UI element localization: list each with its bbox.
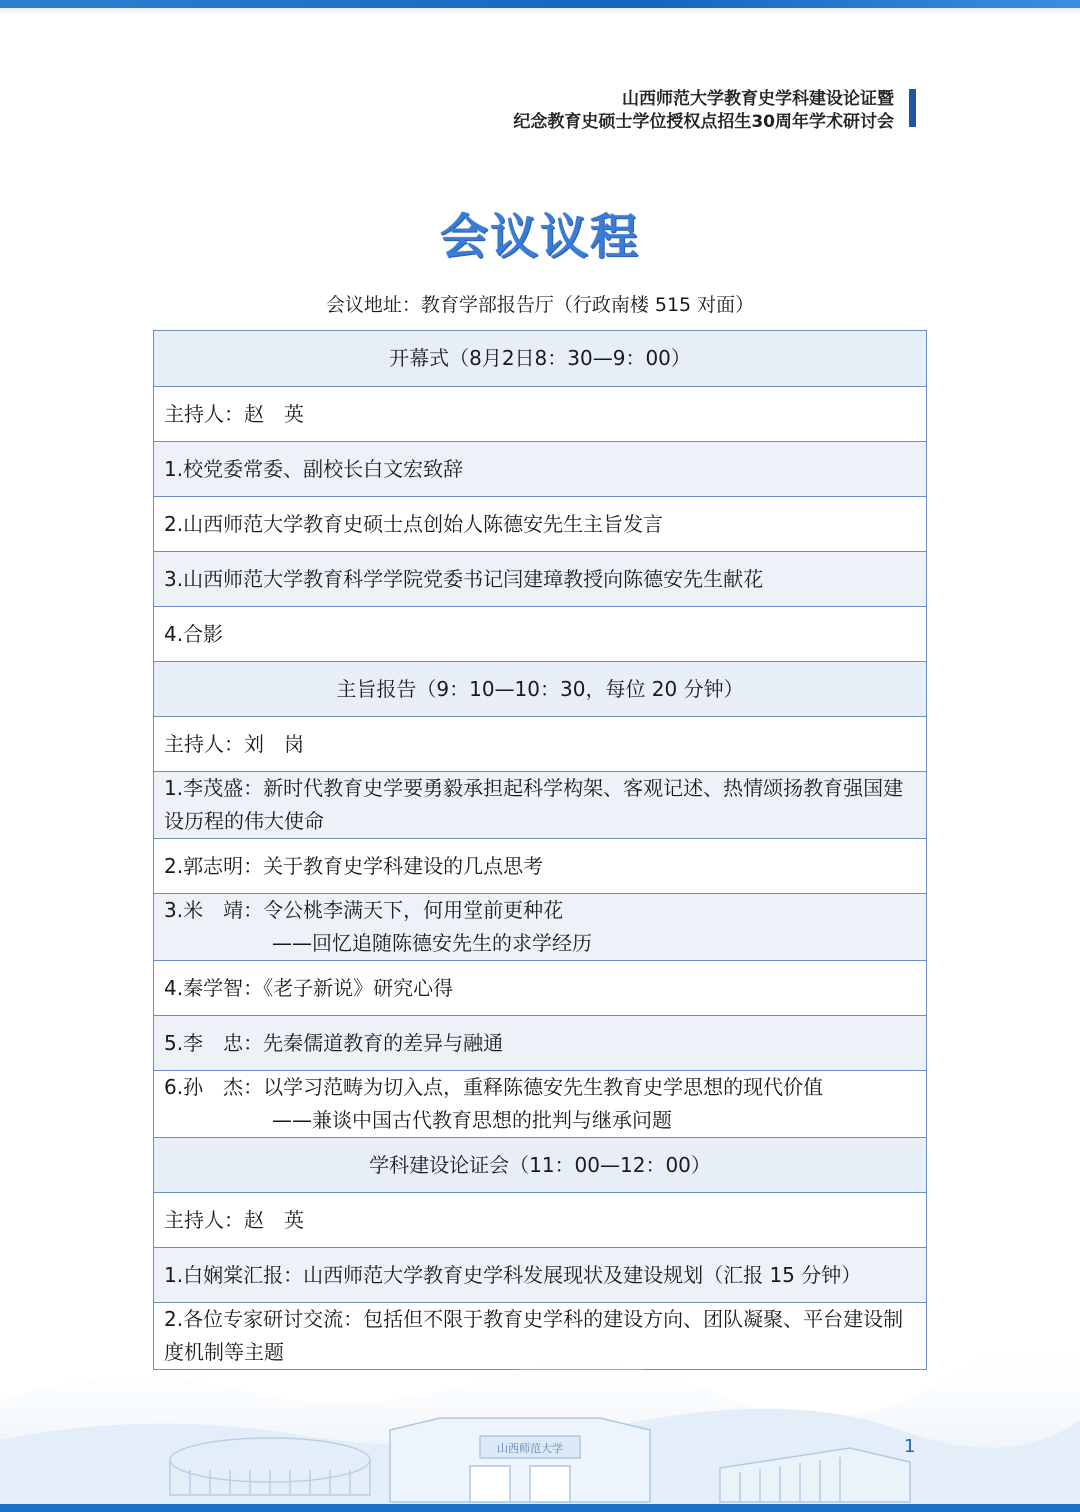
bottom-accent-bar <box>0 1504 1080 1512</box>
agenda-item-row <box>154 772 927 839</box>
section-heading-keynotes: 主旨报告（9：10—10：30，每位 20 分钟） <box>154 662 927 717</box>
document-header <box>513 88 894 134</box>
host-discipline: 主持人：赵 英 <box>154 1193 927 1248</box>
agenda-item-row <box>154 961 927 1016</box>
header-accent-mark <box>909 89 916 127</box>
host-opening: 主持人：赵 英 <box>154 387 927 442</box>
agenda-item: 2.郭志明：关于教育史学科建设的几点思考 <box>154 839 927 894</box>
agenda-item-row <box>154 442 927 497</box>
host-row <box>154 717 927 772</box>
section-heading-row <box>154 662 927 717</box>
agenda-item: 1.李茂盛：新时代教育史学要勇毅承担起科学构架、客观记述、热情颂扬教育强国建设历程的伟大使命 <box>154 772 927 839</box>
agenda-item: 1.白娴棠汇报：山西师范大学教育史学科发展现状及建设规划（汇报 15 分钟） <box>154 1248 927 1303</box>
agenda-item-row <box>154 552 927 607</box>
agenda-item-with-subtitle <box>154 1071 927 1138</box>
agenda-item-main: 3.米 靖：令公桃李满天下，何用堂前更种花 <box>164 898 564 922</box>
agenda-item: 4.合影 <box>154 607 927 662</box>
agenda-item-with-subtitle <box>154 894 927 961</box>
agenda-item-row <box>154 497 927 552</box>
agenda-table <box>153 330 927 1370</box>
agenda-item: 5.李 忠：先秦儒道教育的差异与融通 <box>154 1016 927 1071</box>
section-heading-discipline: 学科建设论证会（11：00—12：00） <box>154 1138 927 1193</box>
host-row <box>154 387 927 442</box>
host-keynotes: 主持人：刘 岗 <box>154 717 927 772</box>
gate-sign-text: 山西师范大学 <box>497 1442 563 1455</box>
agenda-item-row <box>154 839 927 894</box>
campus-skyline-illustration <box>0 1330 1080 1512</box>
agenda-item-row <box>154 607 927 662</box>
agenda-item-main: 6.孙 杰：以学习范畴为切入点，重释陈德安先生教育史学思想的现代价值 <box>164 1075 824 1099</box>
page-title: 会议议程 <box>439 209 640 265</box>
gate-building <box>390 1418 650 1502</box>
venue-address: 会议地址：教育学部报告厅（行政南楼 515 对面） <box>325 294 755 316</box>
agenda-item-row <box>154 1016 927 1071</box>
top-accent-bar <box>0 0 1080 8</box>
agenda-item: 2.各位专家研讨交流：包括但不限于教育史学科的建设方向、团队凝聚、平台建设制度机制等主题 <box>154 1303 927 1370</box>
agenda-item: 2.山西师范大学教育史硕士点创始人陈德安先生主旨发言 <box>154 497 927 552</box>
agenda-item: 1.校党委常委、副校长白文宏致辞 <box>154 442 927 497</box>
section-heading-opening: 开幕式（8月2日8：30—9：00） <box>154 331 927 387</box>
agenda-item: 3.山西师范大学教育科学学院党委书记闫建璋教授向陈德安先生献花 <box>154 552 927 607</box>
page-number: 1 <box>904 1436 916 1457</box>
agenda-item-row <box>154 1248 927 1303</box>
header-line-1: 山西师范大学教育史学科建设论证暨 <box>622 89 894 109</box>
agenda-item-subtitle: ——回忆追随陈德安先生的求学经历 <box>272 931 592 955</box>
section-heading-row <box>154 1138 927 1193</box>
header-line-2: 纪念教育史硕士学位授权点招生30周年学术研讨会 <box>513 112 894 132</box>
host-row <box>154 1193 927 1248</box>
agenda-item: 4.秦学智：《老子新说》研究心得 <box>154 961 927 1016</box>
section-heading-row <box>154 331 927 387</box>
top-accent-shadow <box>0 8 1080 16</box>
agenda-item-row <box>154 1071 927 1138</box>
agenda-item-subtitle: ——兼谈中国古代教育思想的批判与继承问题 <box>272 1108 672 1132</box>
agenda-item-row <box>154 894 927 961</box>
